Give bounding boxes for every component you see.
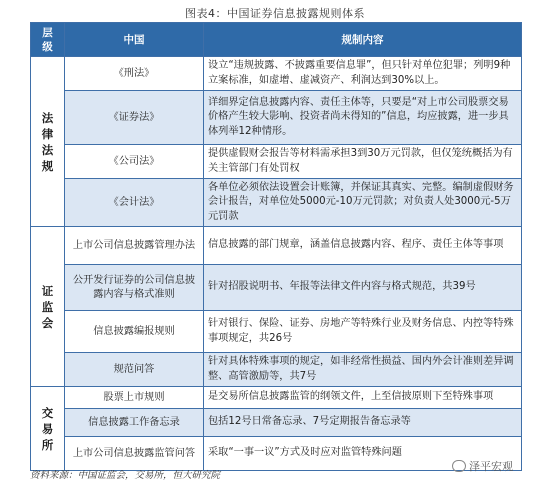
figure-title: 图表4：中国证券信息披露规则体系 — [185, 7, 365, 20]
rule-content: 是交易所信息披露监管的纲领文件，上至信披原则下至特殊事项 — [204, 387, 522, 409]
rule-content: 提供虚假财会报告等材料需承担3到30万元罚款，但仅笼统概括为有关主管部门有处罚权 — [204, 145, 522, 179]
header-layer: 层 级 — [31, 23, 65, 57]
law-name: 规范问答 — [65, 353, 204, 387]
rules-table — [30, 22, 522, 471]
law-name: 《证券法》 — [65, 91, 204, 145]
header-rules: 规制内容 — [204, 23, 522, 57]
table-row — [31, 409, 522, 437]
rule-content: 各单位必须依法设置会计账簿，并保证其真实、完整。编制虚假财务会计报告，对单位处5000元-10万元罚款；对负责人处3000元-5万元罚款 — [204, 179, 522, 227]
rule-content: 详细界定信息披露内容、责任主体等，只要是“对上市公司股票交易价格产生较大影响、投资者尚未得知的”信息，均应披露，进一步具体列举12种情形。 — [204, 91, 522, 145]
category-laws: 法 律 法 规 — [31, 57, 65, 227]
law-name: 信息披露工作备忘录 — [65, 409, 204, 437]
table-row — [31, 387, 522, 409]
rule-content: 针对招股说明书、年报等法律文件内容与格式规范，共39号 — [204, 265, 522, 311]
law-name: 上市公司信息披露监管问答 — [65, 437, 204, 471]
law-name: 《公司法》 — [65, 145, 204, 179]
watermark-text: 泽平宏观 — [469, 460, 513, 473]
rule-content: 包括12号日常备忘录、7号定期报告备忘录等 — [204, 409, 522, 437]
table-row — [31, 91, 522, 145]
law-name: 股票上市规则 — [65, 387, 204, 409]
watermark — [452, 458, 513, 474]
wechat-icon — [452, 460, 466, 472]
table-header-row — [31, 23, 522, 57]
category-csrc: 证 监 会 — [31, 227, 65, 387]
category-exchange: 交 易 所 — [31, 387, 65, 471]
header-china: 中国 — [65, 23, 204, 57]
law-name: 《会计法》 — [65, 179, 204, 227]
rule-content: 针对银行、保险、证券、房地产等特殊行业及财务信息、内控等特殊事项规定，共26号 — [204, 311, 522, 353]
law-name: 信息披露编报规则 — [65, 311, 204, 353]
table-row — [31, 437, 522, 471]
rule-content: 设立“违规披露、不披露重要信息罪”，但只针对单位犯罪；列明9种立案标准，如虚增、虚减资产、利润达到30%以上。 — [204, 57, 522, 91]
table-row — [31, 353, 522, 387]
table-row — [31, 227, 522, 265]
rule-content: 采取“一事一议”方式及时应对监管特殊问题 — [204, 437, 522, 471]
table-row — [31, 145, 522, 179]
law-name: 公开发行证券的公司信息披露内容与格式准则 — [65, 265, 204, 311]
law-name: 上市公司信息披露管理办法 — [65, 227, 204, 265]
rule-content: 信息披露的部门规章，涵盖信息披露内容、程序、责任主体等事项 — [204, 227, 522, 265]
law-name: 《刑法》 — [65, 57, 204, 91]
table-row — [31, 265, 522, 311]
source-note: 资料来源：中国证监会，交易所，恒大研究院 — [30, 470, 221, 481]
table-row — [31, 57, 522, 91]
table-row — [31, 179, 522, 227]
rule-content: 针对具体特殊事项的规定，如非经常性损益、国内外会计准则差异调整、高管激励等，共7号 — [204, 353, 522, 387]
table-row — [31, 311, 522, 353]
